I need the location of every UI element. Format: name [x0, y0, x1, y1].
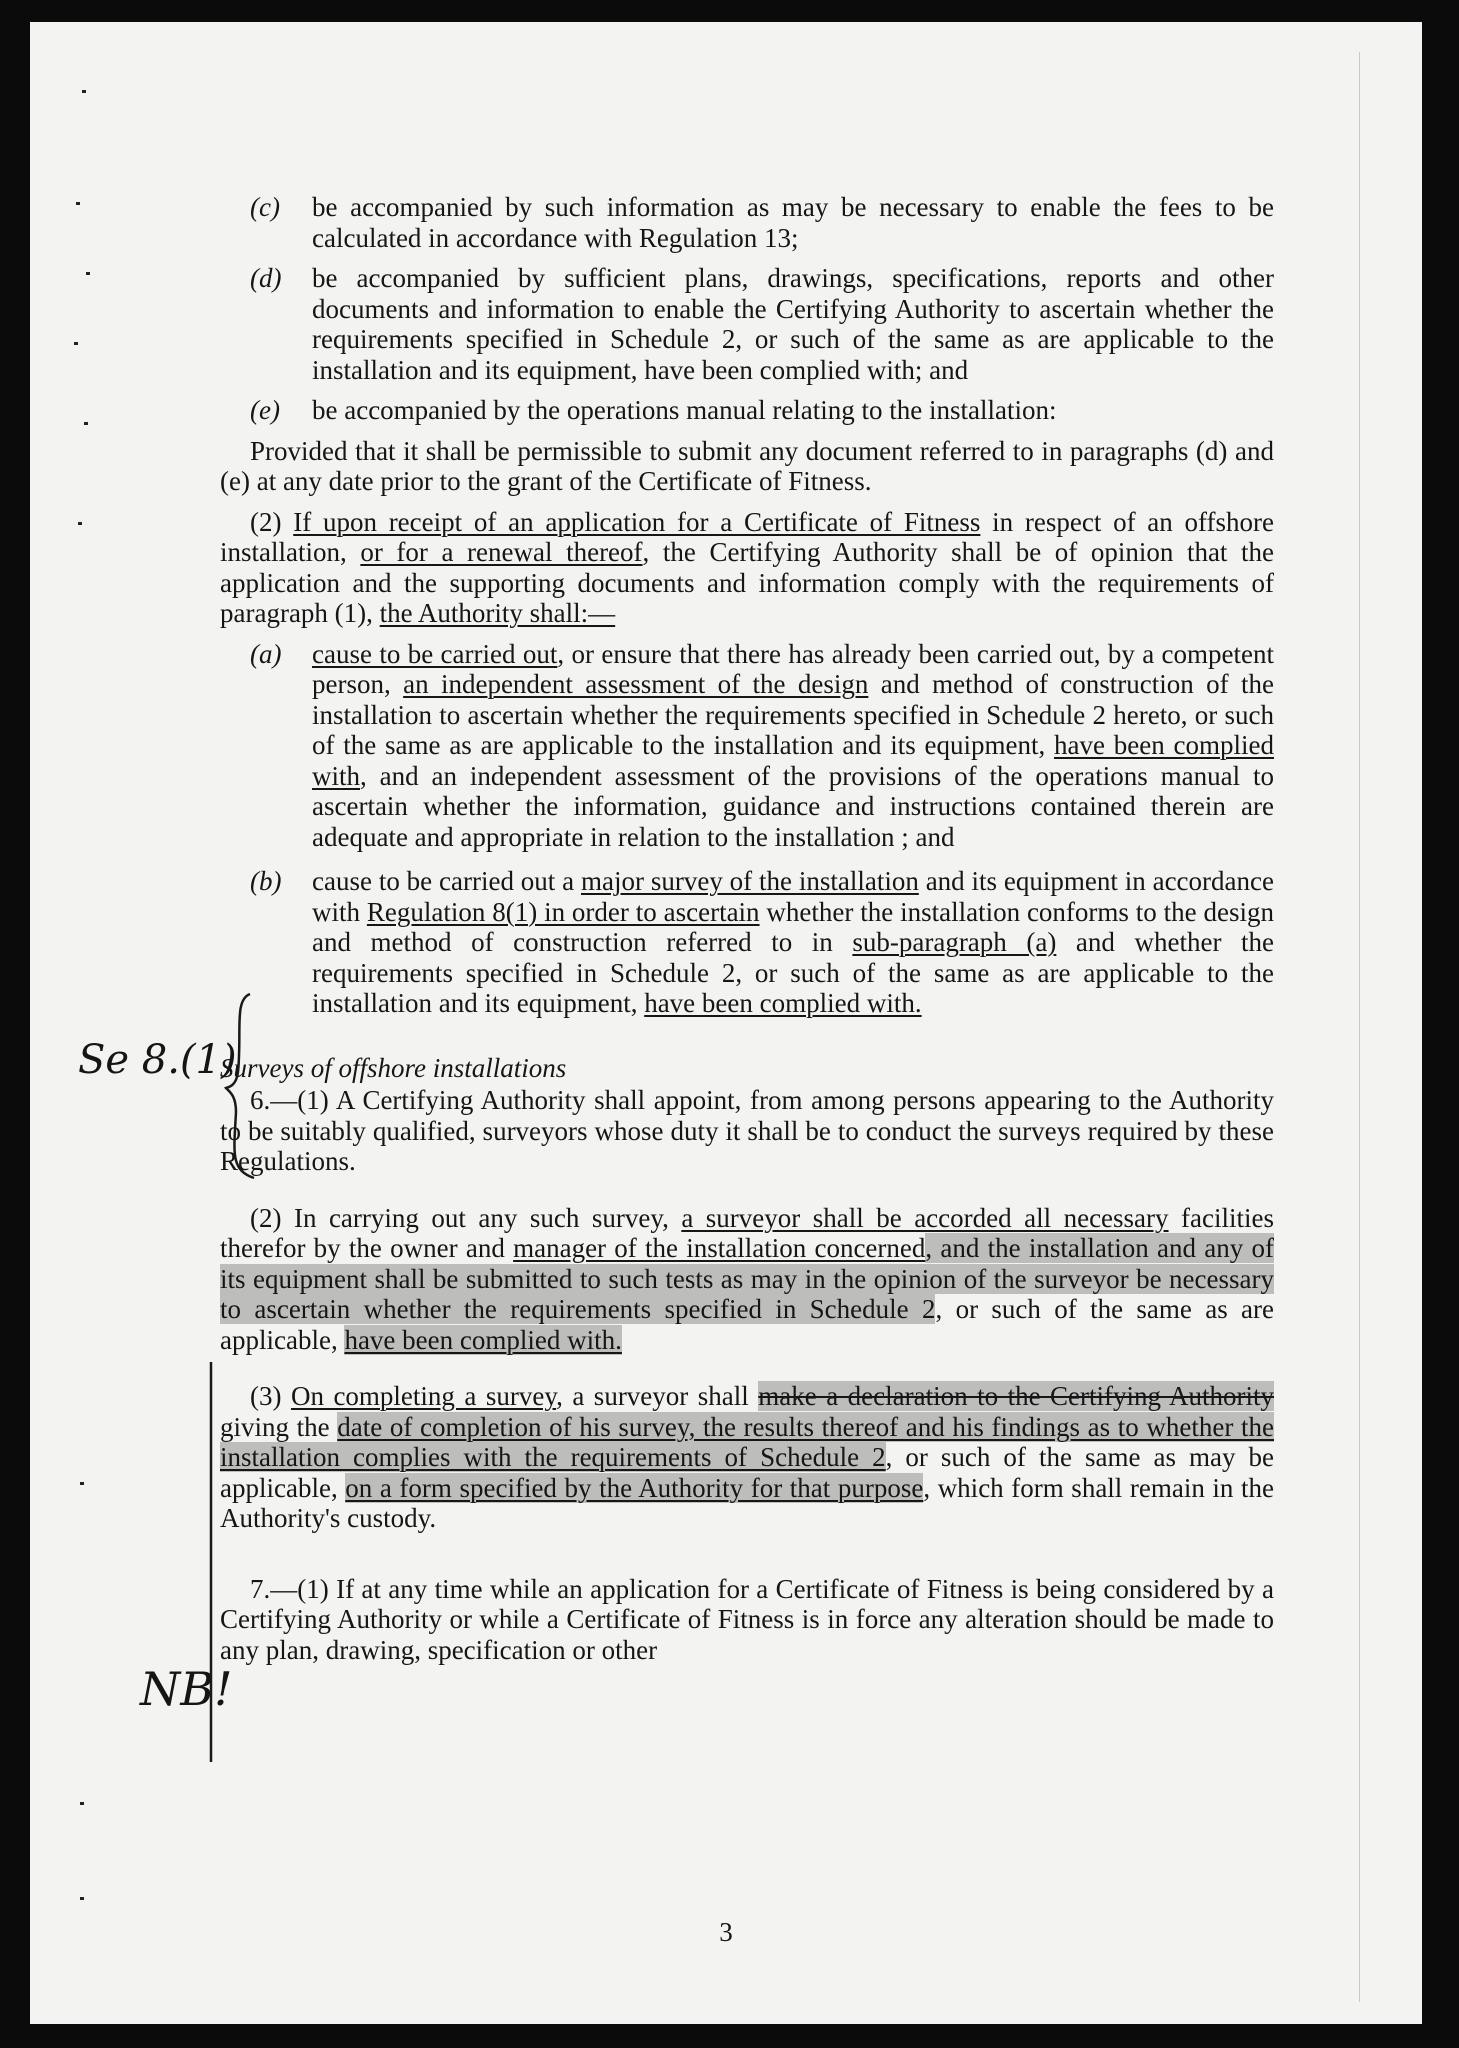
regulation-6-2 [220, 1203, 1274, 1356]
item-b [220, 866, 1274, 1019]
text-run: , a surveyor shall [556, 1381, 759, 1411]
item-e [220, 395, 1274, 426]
regulation-6-3 [220, 1381, 1274, 1534]
underlined-run: major survey of the installation [581, 866, 919, 896]
text-run: , and an independent assessment of the provisions of the operations manual to ascertain whether the information, guidance and instructions contained therein are adequate and appropriate in relation to the installation ; and [312, 760, 1274, 852]
handwritten-margin-line [208, 1362, 214, 1762]
text-run: , or ensure that there has already been carried out, by a competent person, [312, 638, 1275, 699]
regulation-6-1: 6.—(1) A Certifying Authority shall appoint, from among persons appearing to the Authority to be suitably qualified, surveyors whose duty it shall be to conduct the surveys required by these Regulations. [220, 1085, 1274, 1176]
underlined-run: or for a renewal thereof [360, 537, 643, 567]
underlined-run: have been complied with. [644, 988, 922, 1018]
underlined-run: cause to be carried out [312, 638, 558, 669]
item-label: (e) [250, 395, 280, 425]
underlined-run: a surveyor shall be accorded all necessary [681, 1202, 1169, 1233]
highlighted-run: , and the installation and any of its equipment shall be submitted to such tests as may in the opinion of the surveyor be necessary to ascertain whether the requirements specified in Schedule 2 [220, 1233, 1274, 1324]
underlined-run: manager of the installation concerned [513, 1233, 926, 1263]
margin-mark [84, 422, 88, 425]
document-page [30, 22, 1422, 2024]
page-edge-line [1359, 52, 1360, 2002]
highlighted-run: on a form specified by the Authority for that purpose [345, 1472, 924, 1503]
handwritten-note-nb: NB! [140, 1662, 233, 1716]
underlined-run: an independent assessment of the design [403, 669, 869, 699]
paragraph-2 [220, 507, 1274, 629]
item-text [312, 866, 1274, 1019]
highlighted-run: have been complied with. [344, 1324, 622, 1355]
underlined-run: If upon receipt of an application for a Certificate of Fitness [293, 506, 981, 537]
underlined-run: On completing a survey [290, 1381, 557, 1411]
item-text: be accompanied by such information as may be necessary to enable the fees to be calculated in accordance with Regulation 13; [312, 192, 1274, 253]
item-label: (c) [250, 192, 280, 222]
margin-mark [80, 1897, 84, 1900]
handwritten-note-se8: Se 8.(1) [78, 1037, 237, 1083]
item-d [220, 263, 1274, 385]
margin-mark [78, 522, 82, 525]
proviso-paragraph: Provided that it shall be permissible to submit any document referred to in paragraphs (d) and (e) at any date prior to the grant of the Certificate of Fitness. [220, 435, 1274, 496]
text-run: , which form shall remain in the Authority's custody. [220, 1472, 1274, 1533]
item-label: (d) [250, 263, 282, 293]
text-run: , the Certifying Authority shall be of opinion that the application and the supporting documents and information comply with the requirements of paragraph (1), [220, 537, 1275, 628]
margin-mark [74, 342, 78, 345]
underlined-run: have been complied with [312, 730, 1274, 791]
document-body [220, 192, 1274, 1675]
text-run: and method of construction of the installation to ascertain whether the requirements specified in Schedule 2 hereto, or such of the same as are applicable to the installation and its equipment, [312, 669, 1274, 760]
item-text [312, 639, 1274, 853]
item-label: (a) [250, 638, 282, 669]
section-heading: Surveys of offshore installations [220, 1052, 567, 1083]
struck-run: make a declaration to the Certifying Authority [758, 1381, 1275, 1411]
margin-mark [76, 202, 80, 205]
margin-mark [86, 272, 90, 275]
highlighted-run: date of completion of his survey, the results thereof and his findings as to whether the installation complies with the requirements of Schedule 2 [220, 1411, 1274, 1472]
underlined-run: Regulation 8(1) in order to ascertain [366, 896, 760, 927]
item-c [220, 192, 1274, 253]
text-run: giving the [220, 1411, 338, 1442]
item-a [220, 639, 1274, 853]
text-run: and whether the requirements specified in Schedule 2, or such of the same as are applicable to the installation and its equipment, [312, 927, 1274, 1018]
item-label: (b) [250, 866, 282, 896]
margin-mark [80, 1802, 84, 1805]
text-run: , or such of the same as are applicable, [220, 1294, 1274, 1355]
text-run: (3) [250, 1381, 291, 1411]
text-run: cause to be carried out a [312, 866, 581, 896]
text-run: , or such of the same as may be applicable, [220, 1442, 1274, 1503]
underlined-run: the Authority shall:— [379, 598, 616, 628]
item-text: be accompanied by the operations manual relating to the installation: [312, 395, 1057, 425]
underlined-run: sub-paragraph (a) [852, 927, 1057, 957]
text-run: in respect of an offshore installation, [220, 506, 1275, 567]
text-run: facilities therefor by the owner and [220, 1202, 1274, 1263]
regulation-7-1: 7.—(1) If at any time while an application for a Certificate of Fitness is being considered by a Certifying Authority or while a Certificate of Fitness is in force any alteration should be made to any plan, drawing, specification or other [220, 1573, 1274, 1665]
text-run: (2) [250, 506, 294, 537]
margin-mark [80, 1482, 84, 1485]
text-run: whether the installation conforms to the design and method of construction referred to in [312, 896, 1274, 957]
item-text: be accompanied by sufficient plans, drawings, specifications, reports and other documents and information to enable the Certifying Authority to ascertain whether the requirements specified in Schedule 2, or such of the same as are applicable to the installation and its equipment, have been complied with; and [312, 263, 1274, 385]
page-number: 3 [719, 1917, 733, 1947]
margin-mark [82, 90, 86, 93]
text-run: and its equipment in accordance with [312, 866, 1274, 927]
text-run: (2) In carrying out any such survey, [250, 1202, 682, 1233]
